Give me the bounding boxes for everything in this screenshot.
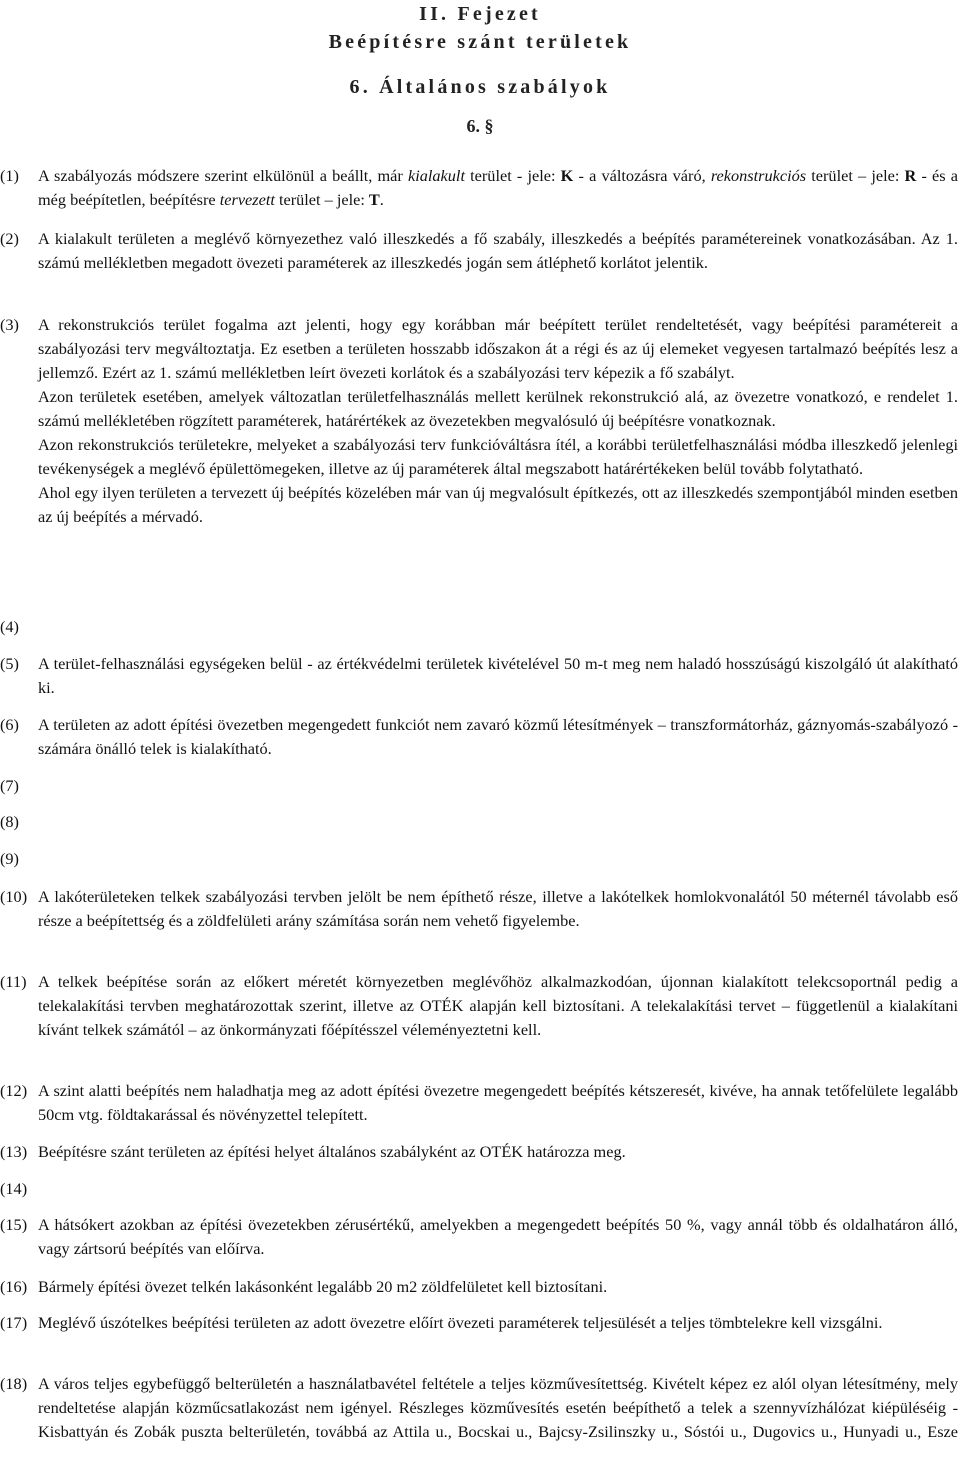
text-run: terület – jele: (274, 190, 369, 209)
paragraph-body (38, 970, 958, 1042)
paragraph-body (38, 885, 958, 933)
paragraph-number: (4) (0, 617, 19, 636)
paragraph-text: A város teljes egybefüggő belterületén a használatbavétel feltétele a teljes közművesítettség. Kivételt képez ez alól olyan létesítmény, mely rendeltetése alapján közműcsatlakozást nem igényel. Részleges közművesítés esetén beépíthető a telek a szennyvízhálózat kiépüléséig - Kisbattyán és Zobák puszta belterületén, továbbá az Attila u., Bocskai u., Bajcsy-Zsilinszky u., Sóstói u., Dugovics u., Hunyadi u., Esze (38, 1374, 958, 1441)
paragraph-text: A lakóterületeken telkek szabályozási tervben jelölt be nem építhető része, illetve a lakótelkek homlokvonalától 50 méternél távolabb eső része a beépítettség és a zöldfelületi arány számítása során nem vehető figyelembe. (38, 887, 958, 930)
paragraph-number: (12) (0, 1081, 28, 1100)
paragraph-text: Beépítésre szánt területen az építési helyet általános szabályként az OTÉK határozza meg. (38, 1142, 626, 1161)
paragraph-number: (18) (0, 1374, 28, 1393)
paragraph-body (38, 1079, 958, 1127)
italic-term: kialakult (408, 166, 465, 185)
paragraph-number: (13) (0, 1142, 28, 1161)
paragraph-body (38, 1372, 958, 1444)
paragraph-3 (0, 313, 958, 529)
paragraph-text: A rekonstrukciós terület fogalma azt jelenti, hogy egy korábban már beépített terület rendeltetését, vagy beépítési paramétereit a szabályozási terv megváltoztatja. Ez esetben a területen hosszabb időszakon át a régi és az új elemeket vegyesen tartalmazó beépítés lesz a jellemző. Ezért az 1. számú mellékletben leírt övezeti korlátok és a szabályozási terv képezik a fő szabályt. (38, 315, 958, 382)
paragraph-text: Azon területek esetében, amelyek változatlan területfelhasználás mellett kerülnek rekonstrukció alá, az övezetre vonatkozó, e rendelet 1. számú mellékletében rögzített paraméterek, határértékek az övezetekben megvalósuló új beépítésre vonatkoznak. (38, 387, 958, 430)
text-run: . (379, 190, 384, 209)
paragraph-number: (8) (0, 812, 19, 831)
text-run: terület - jele: (464, 166, 561, 185)
paragraph-text: Bármely építési övezet telkén lakásonként legalább 20 m2 zöldfelületet kell biztosítani. (38, 1277, 608, 1296)
text-run: A szabályozás módszere szerint elkülönül a beállt, már (38, 166, 408, 185)
paragraph-body (38, 1275, 958, 1299)
paragraph-13 (0, 1140, 958, 1164)
paragraph-text: A területen az adott építési övezetben megengedett funkciót nem zavaró közmű létesítmények – transzformátorház, gáznyomás-szabályozó - számára önálló telek is kialakítható. (38, 715, 958, 758)
paragraph-body (38, 652, 958, 700)
paragraph-text: A telkek beépítése során az előkert méretét környezetben meglévőhöz alkalmazkodóan, újonnan kialakított telekcsoportnál pedig a telekalakítási tervben meghatározottak szerint, illetve az OTÉK alapján kell biztosítani. A telekalakítási tervet – függetlenül a kialakítani kívánt telkek számától – az önkormányzati főépítésszel véleményeztetni kell. (38, 972, 958, 1039)
paragraph-number: (14) (0, 1179, 28, 1198)
paragraph-body (38, 313, 958, 529)
paragraph-body (38, 1311, 958, 1335)
paragraph-body (38, 1140, 958, 1164)
paragraph-text: A hátsókert azokban az építési övezetekben zérusértékű, amelyekben a megengedett beépítés 50 %, vagy annál több és oldalhatáron álló, vagy zártsorú beépítés van előírva. (38, 1215, 958, 1258)
chapter-title: Beépítésre szánt területek (328, 31, 632, 53)
paragraph-number: (5) (0, 654, 19, 673)
bold-code: K (560, 166, 574, 185)
paragraph-body (38, 1213, 958, 1261)
paragraph-number: (16) (0, 1277, 28, 1296)
paragraph-10 (0, 885, 958, 933)
paragraph-6 (0, 713, 958, 761)
text-run: terület – jele: (806, 166, 905, 185)
paragraph-12 (0, 1079, 958, 1127)
chapter-number: II. Fejezet (419, 3, 541, 25)
paragraph-text: Ahol egy ilyen területen a tervezett új beépítés közelében már van új megvalósult építkezés, ott az illeszkedés szempontjából minden esetben az új beépítés a mérvadó. (38, 483, 958, 526)
paragraph-text: A szint alatti beépítés nem haladhatja meg az adott építési övezetre megengedett beépítés kétszeresét, kivéve, ha annak tetőfelülete legalább 50cm vtg. földtakarással és növényzettel telepített. (38, 1081, 958, 1124)
paragraph-body (38, 227, 958, 275)
paragraph-text: A terület-felhasználási egységeken belül - az értékvédelmi területek kivételével 50 m-t meg nem haladó hosszúságú kiszolgáló út alakítható ki. (38, 654, 958, 697)
italic-term: rekonstrukciós (710, 166, 807, 185)
paragraph-number: (10) (0, 887, 28, 906)
paragraph-text: Meglévő úszótelkes beépítési területen az adott övezetre előírt övezeti paraméterek teljesülését a teljes tömbtelekre kell vizsgálni. (38, 1313, 883, 1332)
paragraph-text (38, 164, 958, 212)
paragraph-number: (1) (0, 166, 19, 185)
paragraph-1 (0, 164, 958, 212)
paragraph-16 (0, 1275, 958, 1299)
paragraph-number: (7) (0, 776, 19, 795)
text-run: - a változásra váró, (573, 166, 711, 185)
paragraph-18 (0, 1372, 958, 1444)
paragraph-body (38, 164, 958, 212)
paragraph-text: Azon rekonstrukciós területekre, melyeket a szabályozási terv funkcióváltásra ítél, a korábbi területfelhasználási módba illeszkedő jelenlegi tevékenységek a meglévő épülettömegeken, illetve az új paraméterek által megszabott határértékeken belül tovább folytatható. (38, 435, 958, 478)
paragraph-15 (0, 1213, 958, 1261)
bold-code: R (904, 166, 917, 185)
paragraph-number: (3) (0, 315, 19, 334)
paragraph-number: (6) (0, 715, 19, 734)
section-sign: 6. § (466, 116, 494, 136)
paragraph-number: (9) (0, 849, 19, 868)
paragraph-number: (15) (0, 1215, 28, 1234)
italic-term: tervezett (219, 190, 275, 209)
text-run: - és a még beépítetlen, beépítésre (38, 166, 958, 209)
paragraph-number: (2) (0, 229, 19, 248)
paragraph-text: A kialakult területen a meglévő környezethez való illeszkedés a fő szabály, illeszkedés a beépítés paramétereinek vonatkozásában. Az 1. számú mellékletben megadott övezeti paraméterek az illeszkedés jogán sem átléphető korlátot jelentik. (38, 229, 958, 272)
chapter-heading (0, 0, 960, 56)
paragraph-number: (11) (0, 972, 27, 991)
paragraph-5 (0, 652, 958, 700)
paragraph-body (38, 713, 958, 761)
paragraph-2 (0, 227, 958, 275)
paragraph-number: (17) (0, 1313, 28, 1332)
bold-code: T (368, 190, 380, 209)
paragraph-17 (0, 1311, 958, 1335)
section-title: 6. Általános szabályok (349, 76, 611, 98)
paragraph-11 (0, 970, 958, 1042)
